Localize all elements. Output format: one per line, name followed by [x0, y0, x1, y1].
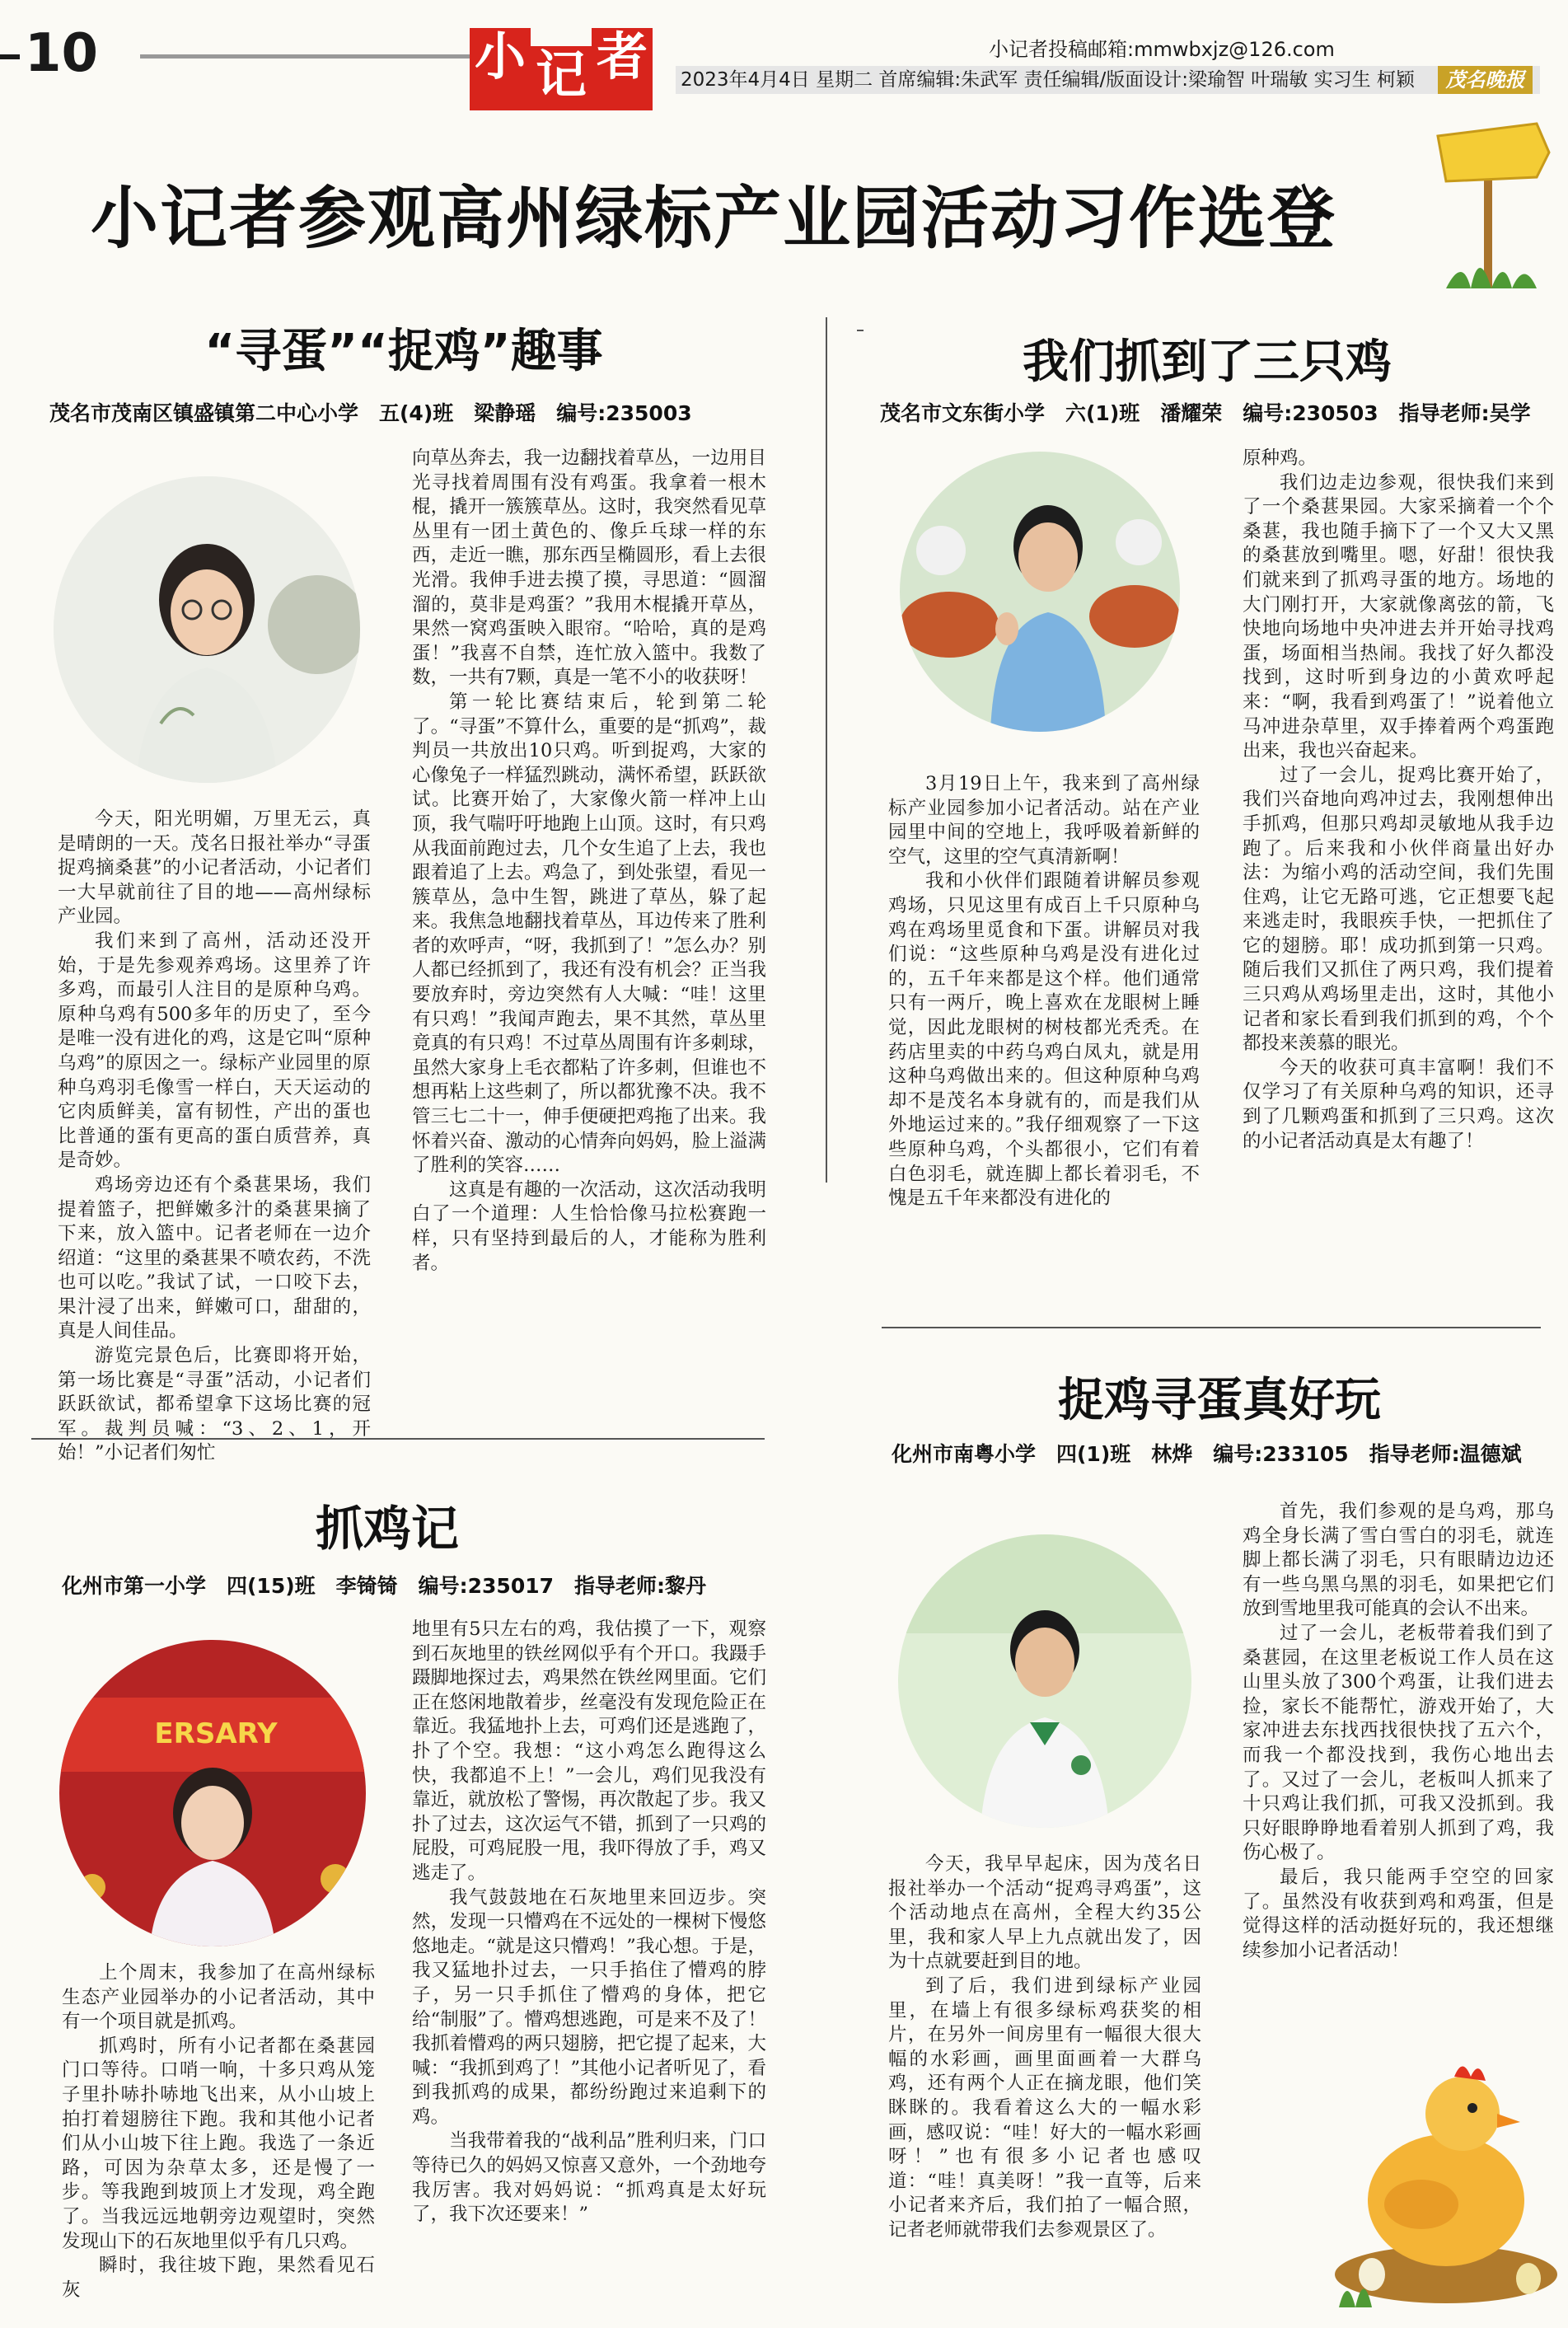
- paragraph: 鸡场旁边还有个桑葚果场，我们提着篮子，把鲜嫩多汁的桑葚果摘了下来，放入篮中。记者老师在一边介绍道：“这里的桑葚果不喷农药，不洗也可以吃。”我试了试，一口咬下去，果汁浸了出来，鲜嫩可口，甜甜的，真是人间佳品。: [58, 1173, 371, 1342]
- paragraph: 今天的收获可真丰富啊！我们不仅学习了有关原种乌鸡的知识，还寻到了几颗鸡蛋和抓到了三只鸡。这次的小记者活动真是太有趣了！: [1243, 1056, 1554, 1152]
- article-1-col-1: [58, 808, 371, 1466]
- paragraph: 今天，阳光明媚，万里无云，真是晴朗的一天。茂名日报社举办“寻蛋捉鸡摘桑葚”的小记者活动，小记者们一大早就前往了目的地——高州绿标产业园。: [58, 808, 371, 928]
- article-2-author-photo: [900, 452, 1180, 732]
- paragraph: 我气鼓鼓地在石灰地里来回迈步。突然，发现一只懵鸡在不远处的一棵树下慢悠悠地走。“就是这只懵鸡！”我心想。于是，我又猛地扑过去，一只手掐住了懵鸡的脖子，另一只手抓住了懵鸡的身体，把它给“制服”了。懵鸡想逃跑，可是来不及了！我抓着懵鸡的两只翅膀，把它提了起来，大喊：“我抓到鸡了！”其他小记者听见了，看到我抓鸡的成果，都纷纷跑过来追剩下的鸡。: [412, 1886, 766, 2128]
- column-divider-top: [826, 317, 827, 1183]
- paragraph: 地里有5只左右的鸡，我估摸了一下，观察到石灰地里的铁丝网似乎有个开口。我蹑手蹑脚地探过去，鸡果然在铁丝网里面。它们正在悠闲地散着步，丝毫没有发现危险正在靠近。我猛地扑上去，可鸡们还是逃跑了，扑了个空。我想：“这小鸡怎么跑得这么快，我都追不上！”一会儿，鸡们见我没有靠近，就放松了警惕，再次散起了步。我又扑了过去，这次运气不错，抓到了一只鸡的屁股，可鸡屁股一甩，我吓得放了手，鸡又逃走了。: [412, 1618, 766, 1884]
- paragraph: 过了一会儿，老板带着我们到了桑葚园，在这里老板说工作人员在这山里头放了300个鸡蛋，让我们进去捡，家长不能帮忙，游戏开始了，大家冲进去东找西找很快找了五六个，而我一个都没找到，我伤心地出去了。又过了一会儿，老板叫人抓来了十只鸡让我们抓，可我又没抓到。我只好眼睁睁地看着别人抓到了鸡，我伤心极了。: [1243, 1622, 1554, 1864]
- main-title: 小记者参观高州绿标产业园活动习作选登: [91, 180, 1337, 258]
- header-info: 2023年4月4日 星期二 首席编辑:朱武军 责任编辑/版面设计:梁瑜智 叶瑞敏 实习生 柯颖: [676, 66, 1540, 94]
- article-3-title: 抓鸡记: [315, 1501, 459, 1557]
- article-4-author-photo: [898, 1534, 1191, 1828]
- paragraph: 首先，我们参观的是乌鸡，那乌鸡全身长满了雪白雪白的羽毛，就连脚上都长满了羽毛，只有眼睛边边还有一些乌黑乌黑的羽毛，如果把它们放到雪地里我可能真的会认不出来。: [1243, 1501, 1554, 1620]
- paragraph: 向草丛奔去，我一边翻找着草丛，一边用目光寻找着周围有没有鸡蛋。我拿着一根木棍，撬开一簇簇草丛。这时，我突然看见草丛里有一团土黄色的、像乒乓球一样的东西，走近一瞧，那东西呈椭圆形，看上去很光滑。我伸手进去摸了摸，寻思道：“圆溜溜的，莫非是鸡蛋？”我用木棍撬开草丛，果然一窝鸡蛋映入眼帘。“哈哈，真的是鸡蛋！”我喜不自禁，连忙放入篮中。我数了数，一共有7颗，真是一笔不小的收获呀！: [412, 447, 766, 689]
- article-1-author-photo: [54, 476, 360, 783]
- paragraph: 我们来到了高州，活动还没开始，于是先参观养鸡场。这里养了许多鸡，而最引人注目的是原种乌鸡。原种乌鸡有500多年的历史了，至今是唯一没有进化的鸡，这是它叫“原种乌鸡”的原因之一。绿标产业园里的原种乌鸡羽毛像雪一样白，天天运动的它肉质鲜美，富有韧性，产出的蛋也比普通的蛋有更高的蛋白质营养，真是奇妙。: [58, 930, 371, 1172]
- section-char-1: 小: [470, 28, 531, 110]
- article-4-title: 捉鸡寻蛋真好玩: [1058, 1374, 1381, 1427]
- divider-right: [882, 1327, 1541, 1328]
- article-2-title: 我们抓到了三只鸡: [1023, 335, 1392, 389]
- article-4-byline: 化州市南粤小学 四(1)班 林烨 编号:233105 指导老师:温德斌: [892, 1442, 1522, 1466]
- paragraph: 原种鸡。: [1243, 447, 1318, 469]
- article-2-col-1: [888, 772, 1200, 1211]
- article-3-col-2: [412, 1618, 766, 2227]
- article-4-col-1: [888, 1853, 1201, 2243]
- paragraph: 我和小伙伴们跟随着讲解员参观鸡场，只见这里有成百上千只原种乌鸡在鸡场里觅食和下蛋。讲解员对我们说：“这些原种乌鸡是没有进化过的，五千年来都是这个样。他们通常只有一两斤，晚上喜欢在龙眼树上睡觉，因此龙眼树的树枝都光秃秃。在药店里卖的中药乌鸡白凤丸，就是用这种乌鸡做出来的。但这种原种乌鸡却不是茂名本身就有的，而是我们从外地运过来的。”我仔细观察了一下这些原种乌鸡，个头都很小，它们有着白色羽毛，就连脚上都长着羽毛，不愧是五千年来都没有进化的: [888, 870, 1200, 1210]
- section-char-3: 者: [592, 28, 653, 110]
- article-1-col-2: [412, 447, 766, 1276]
- article-1-byline: 茂名市茂南区镇盛镇第二中心小学 五(4)班 梁静瑶 编号:235003: [49, 401, 692, 425]
- article-4-col-2: [1243, 1500, 1554, 1963]
- paragraph: 当我带着我的“战利品”胜利归来，门口等待已久的妈妈又惊喜又意外，一个劲地夸我厉害。我对妈妈说：“抓鸡真是太好玩了，我下次还要来！”: [412, 2130, 766, 2226]
- article-3-author-photo: [59, 1640, 366, 1946]
- paragraph: 3月19日上午，我来到了高州绿标产业园参加小记者活动。站在产业园里中间的空地上，我呼吸着新鲜的空气，这里的空气真清新啊！: [888, 773, 1200, 868]
- header-rule: [140, 54, 486, 59]
- paragraph: 这真是有趣的一次活动，这次活动我明白了一个道理：人生恰恰像马拉松赛跑一样，只有坚持到最后的人，才能称为胜利者。: [412, 1178, 766, 1274]
- newspaper-brand: 茂名晚报: [1438, 66, 1533, 94]
- paragraph: 瞬时，我往坡下跑，果然看见石灰: [62, 2255, 375, 2301]
- hen-illustration: [1322, 2035, 1561, 2307]
- paragraph: 第一轮比赛结束后，轮到第二轮了。“寻蛋”不算什么，重要的是“抓鸡”，裁判员一共放出10只鸡。听到捉鸡，大家的心像兔子一样猛烈跳动，满怀希望，跃跃欲试。比赛开始了，大家像火箭一样冲上山顶，我气喘吁吁地跑上山顶。这时，有只鸡从我面前跑过去，几个女生追了上去，我也跟着追了上去。鸡急了，到处张望，看见一簇草丛，急中生智，跳进了草丛，躲了起来。我焦急地翻找着草丛，耳边传来了胜利者的欢呼声，“呀，我抓到了！”怎么办？别人都已经抓到了，我还有没有机会？正当我要放弃时，旁边突然有人大喊：“哇！这里有只鸡！”我闻声跑去，果不其然，草丛里竟真的有只鸡！不过草丛周围有许多刺球，虽然大家身上毛衣都粘了许多刺，但谁也不想再粘上这些刺了，所以都犹豫不决。我不管三七二十一，伸手便硬把鸡拖了出来。我怀着兴奋、激动的心情奔向妈妈，脸上溢满了胜利的笑容……: [412, 691, 766, 1177]
- paragraph: 上个周末，我参加了在高州绿标生态产业园举办的小记者活动，其中有一个项目就是抓鸡。: [62, 1962, 375, 2033]
- article-3-col-1: [62, 1961, 375, 2302]
- article-3-byline: 化州市第一小学 四(15)班 李锜锜 编号:235017 指导老师:黎丹: [62, 1574, 707, 1598]
- banner-text: ERSARY: [154, 1717, 278, 1750]
- paragraph: 最后，我只能两手空空的回家了。虽然没有收获到鸡和鸡蛋，但是觉得这样的活动挺好玩的，我还想继续参加小记者活动！: [1243, 1866, 1554, 1961]
- article-1-title: “寻蛋”“捉鸡”趣事: [204, 325, 603, 378]
- section-char-2: 记: [531, 46, 592, 110]
- header-email: 小记者投稿邮箱:mmwbxjz@126.com: [989, 38, 1335, 61]
- paragraph: 我们边走边参观，很快我们来到了一个桑葚果园。大家采摘着一个个桑葚，我也随手摘下了一个又大又黑的桑葚放到嘴里。嗯，好甜！很快我们就来到了抓鸡寻蛋的地方。场地的大门刚打开，大家就像离弦的箭，飞快地向场地中央冲进去并开始寻找鸡蛋，场面相当热闹。我找了好久都没找到，这时听到身边的小黄欢呼起来：“啊，我看到鸡蛋了！”说着他立马冲进杂草里，双手捧着两个鸡蛋跑出来，我也兴奋起来。: [1243, 471, 1554, 762]
- paragraph: 到了后，我们进到绿标产业园里，在墙上有很多绿标鸡获奖的相片，在另外一间房里有一幅很大很大幅的水彩画，画里面画着一大群乌鸡，还有两个人正在摘龙眼，他们笑眯眯的。我看着这么大的一幅水彩画，感叹说：“哇！好大的一幅水彩画呀！”也有很多小记者也感叹道：“哇！真美呀！”我一直等，后来小记者来齐后，我们拍了一幅合照，记者老师就带我们去参观景区了。: [888, 1974, 1201, 2241]
- article-2-col-2: [1243, 447, 1554, 1154]
- paragraph: 游览完景色后，比赛即将开始，第一场比赛是“寻蛋”活动，小记者们跃跃欲试，都希望拿下这场比赛的冠军。裁判员喊：“3、2、1，开始！”小记者们匆忙: [58, 1345, 371, 1464]
- section-logo: [470, 28, 653, 110]
- paragraph: 抓鸡时，所有小记者都在桑葚园门口等待。口哨一响，十多只鸡从笼子里扑哧扑哧地飞出来，从小山坡上拍打着翅膀往下跑。我和其他小记者们从小山坡下往上跑。我选了一条近路，可因为杂草太多，还是慢了一步。等我跑到坡顶上才发现，鸡全跑了。当我远远地朝旁边观望时，突然发现山下的石灰地里似乎有几只鸡。: [62, 2035, 375, 2252]
- article-2-byline: 茂名市文东街小学 六(1)班 潘耀荣 编号:230503 指导老师:吴学: [880, 401, 1531, 425]
- paragraph: 过了一会儿，捉鸡比赛开始了，我们兴奋地向鸡冲过去，我刚想伸出手抓鸡，但那只鸡却灵敏地从我手边跑了。后来我和小伙伴商量出好办法：为缩小鸡的活动空间，我们先围住鸡，让它无路可逃，它正想要飞起来逃走时，我眼疾手快，一把抓住了它的翅膀。耶！成功抓到第一只鸡。随后我们又抓住了两只鸡，我们提着三只鸡从鸡场里走出，这时，其他小记者和家长看到我们抓到的鸡，个个都投来羡慕的眼光。: [1243, 764, 1554, 1055]
- signpost-illustration: [1430, 115, 1553, 305]
- paragraph: 今天，我早早起床，因为茂名日报社举办一个活动“捉鸡寻鸡蛋”，这个活动地点在高州，全程大约35公里，我和家人早上九点就出发了，因为十点就要赶到目的地。: [888, 1853, 1201, 1973]
- page-number: 10: [25, 23, 99, 84]
- divider-tick: [857, 330, 864, 331]
